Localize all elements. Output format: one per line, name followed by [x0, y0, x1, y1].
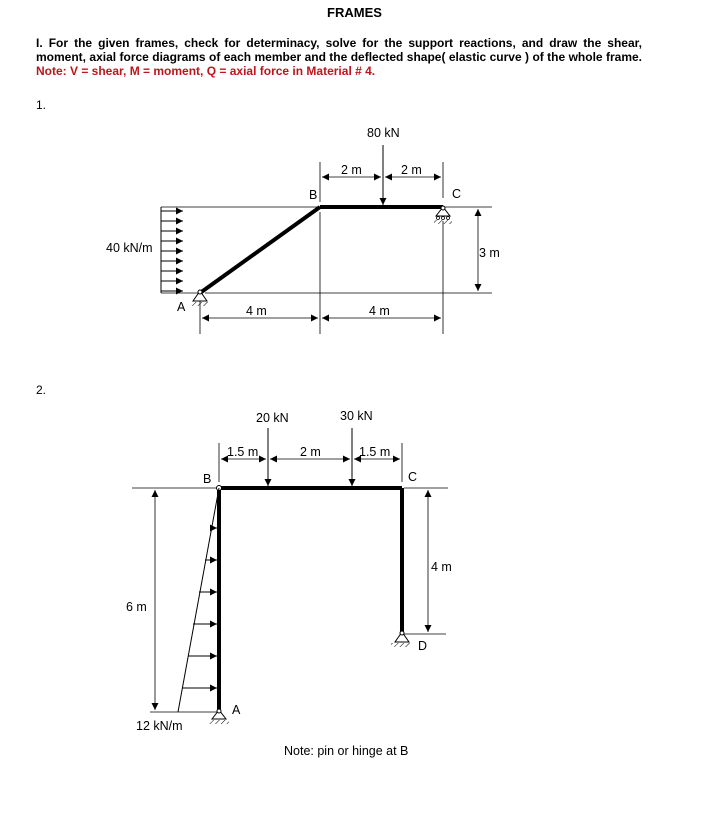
point-load-20-label: 20 kN — [256, 411, 289, 425]
label-1C: C — [452, 187, 462, 201]
dim-2-height-right: 4 m — [431, 560, 452, 574]
dim-2-top-2: 2 m — [300, 445, 321, 459]
dim-1-bottom-right: 4 m — [369, 304, 390, 318]
dim-2-top-1: 1.5 m — [227, 445, 259, 459]
support-1A-pin — [191, 290, 209, 306]
support-2D-pin — [391, 631, 411, 647]
point-load-80-label: 80 kN — [367, 126, 400, 140]
instructions-note: Note: V = shear, M = moment, Q = axial force in Material # 4. — [36, 64, 376, 78]
label-2A: A — [232, 703, 241, 717]
page-title: FRAMES — [327, 5, 382, 20]
frame-2 — [123, 409, 452, 758]
note-hinge: Note: pin or hinge at B — [284, 744, 409, 758]
dim-1-height: 3 m — [479, 246, 500, 260]
dim-2-top-3: 1.5 m — [359, 445, 391, 459]
label-1B: B — [309, 188, 318, 202]
label-2D: D — [418, 639, 428, 653]
label-1A: A — [177, 300, 186, 314]
frame-1 — [106, 126, 500, 334]
problem-1-number: 1. — [36, 98, 47, 112]
problem-2-number: 2. — [36, 383, 47, 397]
dim-1-bottom-left: 4 m — [246, 304, 267, 318]
support-2A-pin — [209, 709, 229, 724]
member-AB-inclined — [200, 207, 320, 293]
dim-2-height-left: 6 m — [126, 600, 147, 614]
distributed-load-1-label: 40 kN/m — [106, 241, 153, 255]
dim-1-top-right: 2 m — [401, 163, 422, 177]
distributed-load-2 — [150, 488, 219, 712]
distributed-load-1 — [161, 207, 320, 293]
label-2B: B — [203, 472, 212, 486]
label-2C: C — [408, 470, 418, 484]
distributed-load-2-label: 12 kN/m — [136, 719, 183, 733]
point-load-30-label: 30 kN — [340, 409, 373, 423]
dim-1-top-left: 2 m — [341, 163, 362, 177]
instructions-text: I. For the given frames, check for determinacy, solve for the support reactions, and draw the shear, moment, axial force diagrams of each member and the deflected shape( elastic curve ) of the whole frame. — [36, 36, 642, 64]
